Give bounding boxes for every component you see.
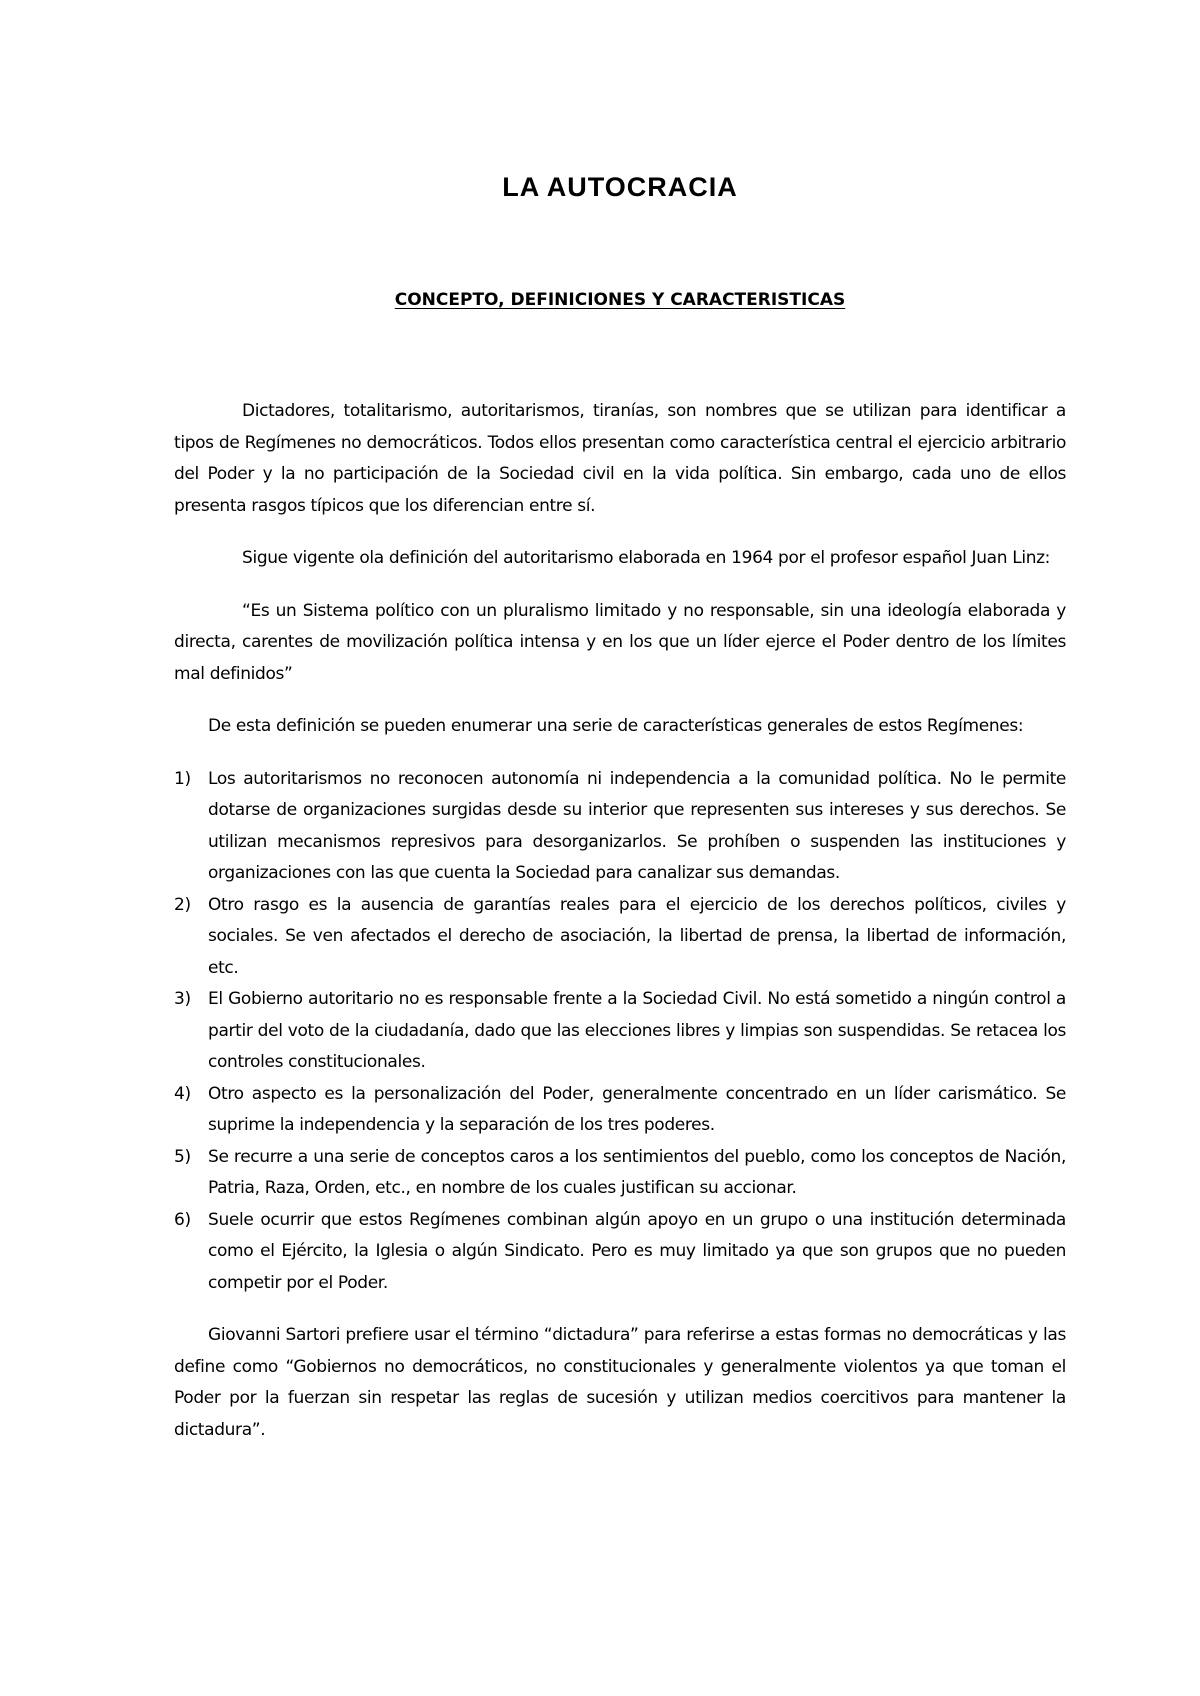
list-item-number: 1) <box>174 768 191 789</box>
list-item-text: Otro aspecto es la personalización del Poder, generalmente concentrado en un líder carismático. Se suprime la independencia y la separación de los tres poderes. <box>208 1083 1066 1135</box>
linz-intro-paragraph: Sigue vigente ola definición del autoritarismo elaborada en 1964 por el profesor español Juan Linz: <box>242 548 1051 568</box>
list-item <box>174 1142 1066 1205</box>
list-item-number: 6) <box>174 1209 191 1230</box>
list-item-number: 2) <box>174 894 191 915</box>
list-item-text: Otro rasgo es la ausencia de garantías reales para el ejercicio de los derechos políticos, civiles y sociales. Se ven afectados el derecho de asociación, la libertad de prensa, la libertad de información, etc. <box>208 894 1066 978</box>
sartori-paragraph: Giovanni Sartori prefiere usar el término “dictadura” para referirse a estas formas no democráticas y las define como “Gobiernos no democráticos, no constitucionales y generalmente violentos ya que toman el Poder por la fuerzan sin respetar las reglas de sucesión y utilizan medios coercitivos para mantener la dictadura”. <box>174 1325 1066 1440</box>
characteristics-intro-paragraph: De esta definición se pueden enumerar una serie de características generales de estos Regímenes: <box>208 716 1024 736</box>
list-item-number: 5) <box>174 1146 191 1167</box>
list-item-text: El Gobierno autoritario no es responsable frente a la Sociedad Civil. No está sometido a ningún control a partir del voto de la ciudadanía, dado que las elecciones libres y limpias son suspendidas. Se retacea los controles constitucionales. <box>208 989 1066 1072</box>
list-item-text: Suele ocurrir que estos Regímenes combinan algún apoyo en un grupo o una institución determinada como el Ejército, la Iglesia o algún Sindicato. Pero es muy limitado ya que son grupos que no pueden competir por el Poder. <box>208 1209 1066 1293</box>
list-item <box>174 764 1066 890</box>
list-item-number: 4) <box>174 1083 191 1104</box>
intro-paragraph: Dictadores, totalitarismo, autoritarismos, tiranías, son nombres que se utilizan para identificar a tipos de Regímenes no democráticos. Todos ellos presentan como característica central el ejercicio arbitrario del Poder y la no participación de la Sociedad civil en la vida política. Sin embargo, cada uno de ellos presenta rasgos típicos que los diferencian entre sí. <box>174 401 1066 516</box>
document-title: LA AUTOCRACIA <box>502 172 738 202</box>
characteristics-list <box>174 764 1066 1300</box>
list-item <box>174 1205 1066 1300</box>
list-item-text: Se recurre a una serie de conceptos caros a los sentimientos del pueblo, como los conceptos de Nación, Patria, Raza, Orden, etc., en nombre de los cuales justifican su accionar. <box>208 1146 1066 1198</box>
linz-quote-paragraph: “Es un Sistema político con un pluralismo limitado y no responsable, sin una ideología elaborada y directa, carentes de movilización política intensa y en los que un líder ejerce el Poder dentro de los límites mal definidos” <box>174 600 1066 684</box>
list-item-text: Los autoritarismos no reconocen autonomía ni independencia a la comunidad política. No le permite dotarse de organizaciones surgidas desde su interior que representen sus intereses y sus derechos. Se utilizan mecanismos represivos para desorganizarlos. Se prohíben o suspenden las instituciones y organizaciones con las que cuenta la Sociedad para canalizar sus demandas. <box>208 768 1066 883</box>
list-item <box>174 984 1066 1079</box>
list-item <box>174 1079 1066 1142</box>
document-body <box>174 396 1066 1467</box>
list-item-number: 3) <box>174 989 191 1009</box>
document-subtitle: CONCEPTO, DEFINICIONES Y CARACTERISTICAS <box>394 290 846 310</box>
list-item <box>174 890 1066 985</box>
